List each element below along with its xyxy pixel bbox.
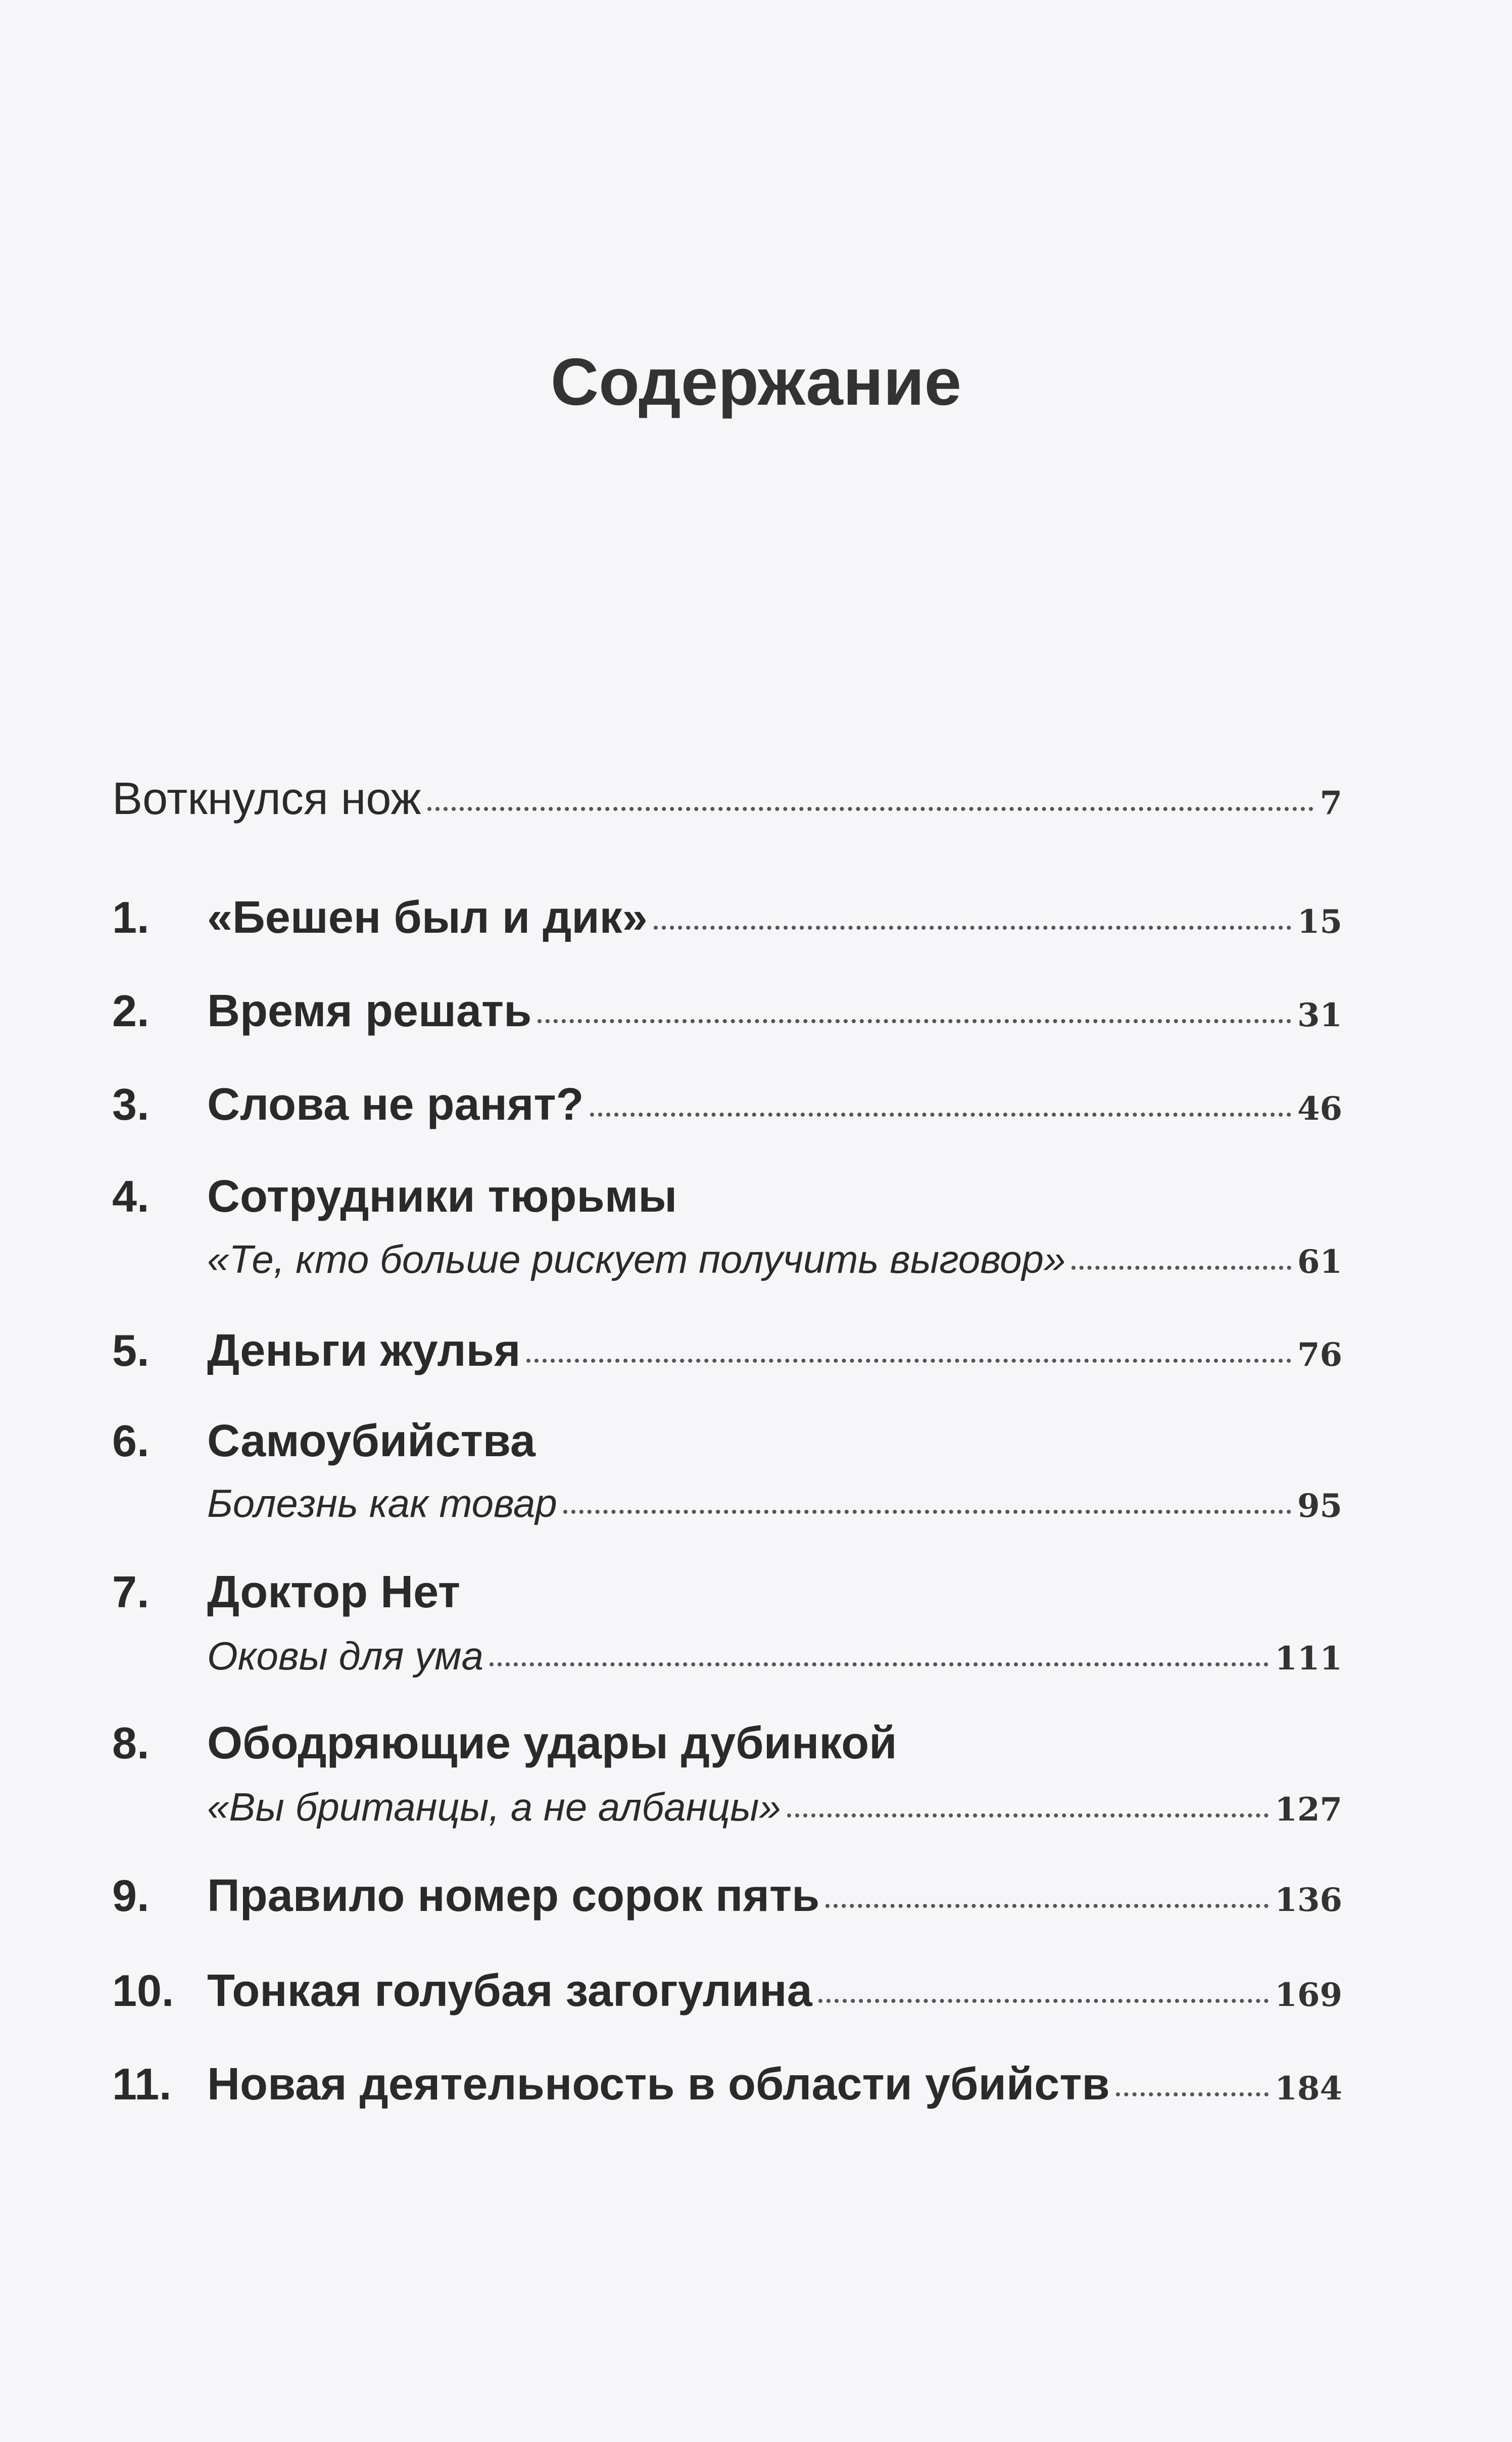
page-number: 136 xyxy=(1275,1881,1342,1919)
toc-entry-subtitle xyxy=(112,1480,1342,1536)
page-number: 184 xyxy=(1275,2070,1342,2108)
toc-entry-subtitle xyxy=(112,1633,1342,1689)
toc-entry-subtitle xyxy=(112,1784,1342,1840)
chapter-title: Правило номер сорок пять xyxy=(207,1871,820,1921)
page-number: 46 xyxy=(1297,1090,1342,1128)
entry-title: Воткнулся нож xyxy=(112,774,421,824)
chapter-number: 3. xyxy=(112,1079,150,1129)
toc-entry xyxy=(112,1325,1342,1380)
chapter-title: Время решать xyxy=(207,986,532,1036)
leader-dots xyxy=(654,926,1291,930)
chapter-number: 7. xyxy=(112,1567,150,1617)
page-number: 95 xyxy=(1297,1487,1342,1525)
leader-dots xyxy=(538,1019,1291,1023)
leader-dots xyxy=(590,1113,1291,1117)
leader-dots xyxy=(787,1813,1269,1817)
chapter-number: 9. xyxy=(112,1871,150,1921)
leader-dots xyxy=(563,1510,1291,1514)
chapter-number: 6. xyxy=(112,1416,150,1466)
toc-entry xyxy=(112,1870,1342,1926)
chapter-title: Самоубийства xyxy=(207,1416,535,1466)
chapter-title: «Бешен был и дик» xyxy=(207,892,648,943)
chapter-title: Слова не ранят? xyxy=(207,1079,584,1130)
leader-dots xyxy=(526,1359,1291,1363)
toc-entry-subtitle xyxy=(112,1236,1342,1292)
toc-entry xyxy=(112,892,1342,947)
chapter-number: 5. xyxy=(112,1325,150,1375)
page-number: 61 xyxy=(1297,1243,1342,1281)
toc-entry-heading xyxy=(112,1717,1342,1773)
toc-entry xyxy=(112,1079,1342,1134)
chapter-title: Доктор Нет xyxy=(207,1567,461,1617)
chapter-subtitle: Болезнь как товар xyxy=(207,1481,557,1525)
page-number: 15 xyxy=(1297,903,1342,941)
toc-entry xyxy=(112,985,1342,1041)
page-number: 7 xyxy=(1320,784,1342,822)
chapter-title: Сотрудники тюрьмы xyxy=(207,1171,677,1222)
toc-entry-heading xyxy=(112,1415,1342,1471)
leader-dots xyxy=(427,807,1314,811)
chapter-number: 8. xyxy=(112,1718,150,1768)
toc-entry-intro xyxy=(112,773,1342,829)
chapter-number: 11. xyxy=(112,2059,172,2109)
leader-dots xyxy=(1116,2092,1269,2096)
leader-dots xyxy=(1071,1266,1291,1270)
page-number: 31 xyxy=(1297,996,1342,1034)
leader-dots xyxy=(490,1662,1269,1666)
chapter-number: 4. xyxy=(112,1171,150,1221)
chapter-number: 2. xyxy=(112,986,150,1036)
toc-entry xyxy=(112,1965,1342,2021)
page-title: Содержание xyxy=(550,345,962,419)
toc-entry-heading xyxy=(112,1566,1342,1622)
chapter-number: 10. xyxy=(112,1966,174,2016)
chapter-number: 1. xyxy=(112,892,150,942)
leader-dots xyxy=(825,1904,1269,1908)
page-number: 127 xyxy=(1275,1791,1342,1829)
chapter-title: Деньги жулья xyxy=(207,1325,521,1376)
leader-dots xyxy=(818,1999,1269,2003)
chapter-title: Ободряющие удары дубинкой xyxy=(207,1718,897,1768)
chapter-subtitle: Оковы для ума xyxy=(207,1634,483,1678)
toc-entry xyxy=(112,2058,1342,2114)
toc-entry-heading xyxy=(112,1171,1342,1226)
page-number: 111 xyxy=(1275,1640,1342,1678)
chapter-title: Тонкая голубая загогулина xyxy=(207,1966,812,2016)
chapter-subtitle: «Те, кто больше рискует получить выговор» xyxy=(207,1237,1066,1281)
chapter-subtitle: «Вы британцы, а не албанцы» xyxy=(207,1785,781,1829)
chapter-title: Новая деятельность в области убийств xyxy=(207,2059,1110,2110)
page-number: 76 xyxy=(1297,1336,1342,1374)
page-number: 169 xyxy=(1275,1976,1342,2014)
